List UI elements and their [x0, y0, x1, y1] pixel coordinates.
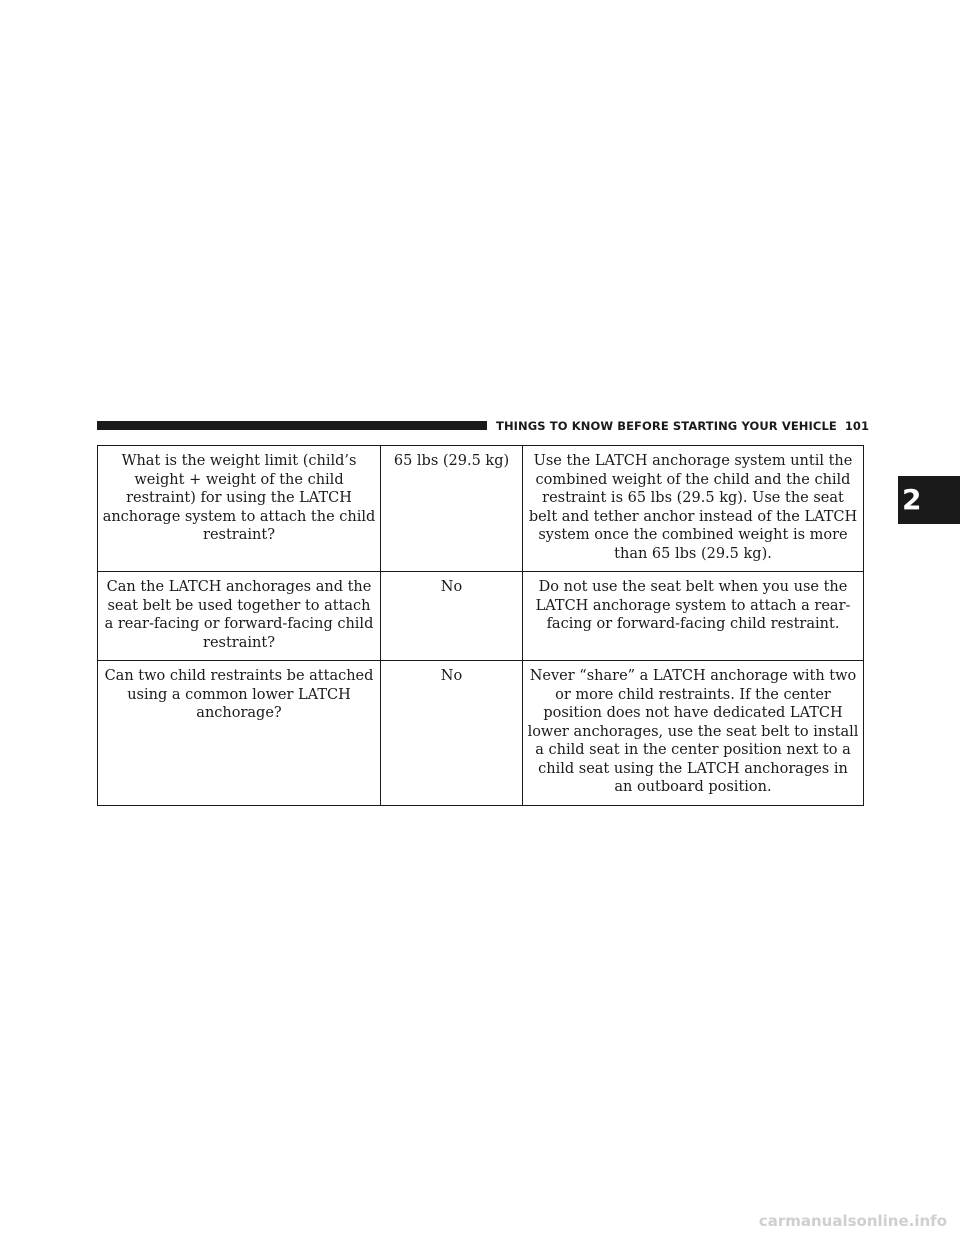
chapter-tab: 2	[898, 476, 960, 524]
watermark: carmanualsonline.info	[758, 1212, 947, 1230]
answer-cell: No	[381, 572, 523, 661]
running-header	[496, 418, 869, 434]
latch-faq-table	[97, 445, 864, 806]
answer-cell: 65 lbs (29.5 kg)	[381, 446, 523, 572]
header-title: THINGS TO KNOW BEFORE STARTING YOUR VEHICLE	[496, 419, 837, 433]
explanation-cell: Use the LATCH anchorage system until the combined weight of the child and the child restraint is 65 lbs (29.5 kg). Use the seat belt and tether anchor instead of the LATCH system once the combined weight is more than 65 lbs (29.5 kg).	[523, 446, 864, 572]
table-row	[98, 446, 864, 572]
question-cell: Can the LATCH anchorages and the seat belt be used together to attach a rear-facing or forward-facing child restraint?	[98, 572, 381, 661]
table-row	[98, 661, 864, 806]
table-row	[98, 572, 864, 661]
explanation-cell: Do not use the seat belt when you use the LATCH anchorage system to attach a rear-facing or forward-facing child restraint.	[523, 572, 864, 661]
answer-cell: No	[381, 661, 523, 806]
question-cell: What is the weight limit (child’s weight + weight of the child restraint) for using the LATCH anchorage system to attach the child restraint?	[98, 446, 381, 572]
header-rule	[97, 421, 487, 430]
explanation-cell: Never “share” a LATCH anchorage with two or more child restraints. If the center position does not have dedicated LATCH lower anchorages, use the seat belt to install a child seat in the center position next to a child seat using the LATCH anchorages in an outboard position.	[523, 661, 864, 806]
page-number: 101	[844, 419, 870, 433]
question-cell: Can two child restraints be attached using a common lower LATCH anchorage?	[98, 661, 381, 806]
